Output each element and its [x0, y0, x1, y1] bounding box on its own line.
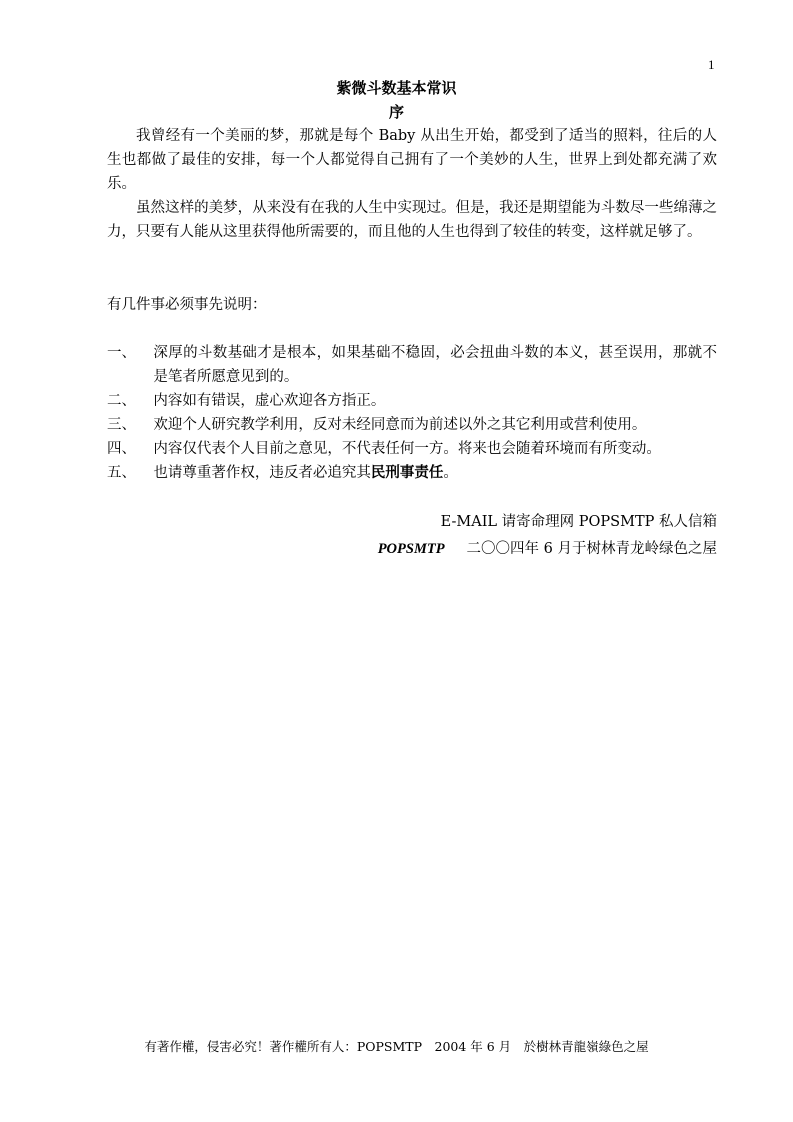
list-item-number: 三、: [107, 417, 136, 433]
list-item-text: 深厚的斗数基础才是根本，如果基础不稳固，必会扭曲斗数的本义，甚至误用，那就不是笔者所愿意见到的。: [153, 345, 717, 385]
notice-list: [107, 341, 717, 485]
preface-paragraph-2: [107, 196, 717, 244]
preface-paragraph-1: [107, 124, 717, 196]
legal-responsibility-emphasis: 民刑事责任: [370, 465, 444, 481]
email-line: E-MAIL 请寄命理网 POPSMTP 私人信箱: [440, 514, 717, 530]
list-item: [107, 437, 717, 461]
signature-name: POPSMTP: [377, 541, 445, 557]
list-item: [107, 341, 717, 389]
list-item: [107, 461, 717, 485]
list-item-number: 四、: [107, 441, 136, 457]
paragraph-text: 虽然这样的美梦，从来没有在我的人生中实现过。但是，我还是期望能为斗数尽一些绵薄之力，只要有人能从这里获得他所需要的，而且他的人生也得到了较佳的转变，这样就足够了。: [107, 200, 717, 240]
paragraph-text: 我曾经有一个美丽的梦，那就是每个 Baby 从出生开始，都受到了适当的照料，往后的人生也都做了最佳的安排，每一个人都觉得自己拥有了一个美妙的人生，世界上到处都充满了欢乐。: [107, 128, 717, 192]
list-item-text: 内容如有错误，虚心欢迎各方指正。: [153, 393, 386, 409]
signature-date-place: 二〇〇四年 6 月于树林青龙岭绿色之屋: [466, 541, 717, 557]
page-number: 1: [708, 57, 715, 72]
preface-heading: 序: [388, 103, 404, 121]
list-item-text-lead: 也请尊重著作权，违反者必追究其: [153, 465, 371, 481]
list-item-text-end: 。: [443, 465, 458, 481]
notice-intro: 有几件事必须事先说明：: [107, 297, 267, 313]
list-item-text: 内容仅代表个人目前之意见，不代表任何一方。将来也会随着环境而有所变动。: [153, 441, 661, 457]
list-item-number: 一、: [107, 345, 136, 361]
list-item: [107, 413, 717, 437]
list-item-number: 二、: [107, 393, 136, 409]
signature-line: [378, 537, 717, 561]
list-item-text: [153, 461, 717, 485]
list-item: [107, 389, 717, 413]
document-title: 紫微斗数基本常识: [336, 79, 457, 97]
list-item-number: 五、: [107, 465, 136, 481]
list-item-text: 欢迎个人研究教学利用，反对未经同意而为前述以外之其它利用或营利使用。: [153, 417, 647, 433]
copyright-footer: 有著作權，侵害必究！著作權所有人：POPSMTP 2004 年 6 月 於樹林青龍嶺綠色之屋: [144, 1039, 649, 1054]
